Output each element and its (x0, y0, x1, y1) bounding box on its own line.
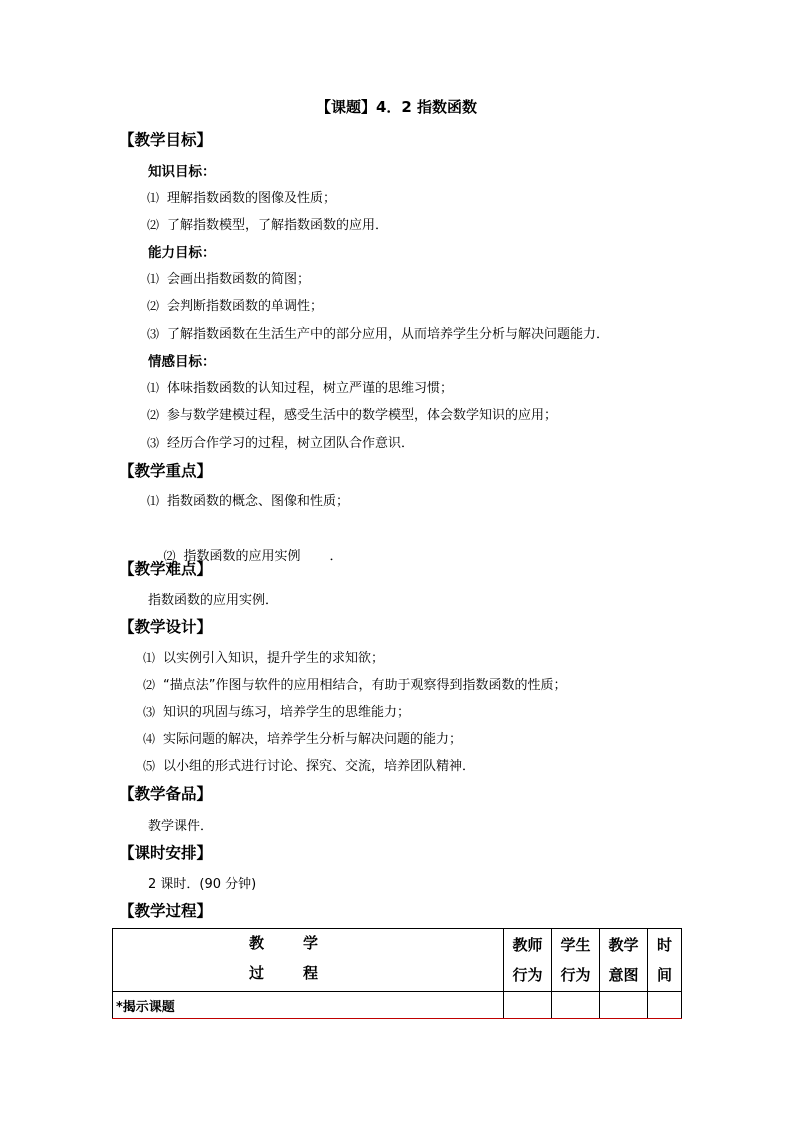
ability-goal-item (147, 295, 323, 314)
table-cell (648, 992, 682, 1019)
item-text: 知识的巩固与练习，培养学生的思维能力； (163, 705, 411, 720)
item-number: ⑵ (147, 408, 160, 422)
process-table (112, 928, 682, 1019)
item-text: 指数函数的概念、图像和性质； (167, 494, 350, 509)
item-text: 指数函数的应用实例 ． (183, 549, 343, 564)
item-number: ⑴ (147, 494, 160, 508)
key-point-item (147, 490, 349, 509)
header-line: 意图 (608, 966, 639, 984)
header-teaching-intent (600, 929, 648, 992)
item-number: ⑴ (143, 651, 156, 665)
materials-text: 教学课件． (148, 819, 214, 834)
table-row (113, 992, 682, 1019)
item-number: ⑶ (147, 436, 160, 450)
objectives-heading: 【教学目标】 (119, 131, 213, 149)
item-text: 实际问题的解决，培养学生分析与解决问题的能力； (163, 732, 463, 747)
header-line: 时 (656, 936, 672, 954)
item-text: 理解指数函数的图像及性质； (167, 191, 337, 206)
schedule-heading: 【课时安排】 (119, 844, 213, 862)
difficulties-heading: 【教学难点】 (119, 560, 213, 578)
design-item (143, 674, 566, 693)
item-text: 参与数学建模过程，感受生活中的数学模型，体会数学知识的应用； (167, 408, 558, 423)
design-item (143, 728, 462, 747)
header-line: 教师 (512, 936, 543, 954)
item-number: ⑶ (143, 705, 156, 719)
emotion-goal-item (147, 377, 453, 396)
item-text: 以小组的形式进行讨论、探究、交流，培养团队精神． (163, 759, 476, 774)
process-heading: 【教学过程】 (119, 902, 213, 920)
item-text: “描点法”作图与软件的应用相结合，有助于观察得到指数函数的性质； (163, 678, 567, 693)
header-time (648, 929, 682, 992)
emotion-goal-item (147, 404, 557, 423)
item-text: 体味指数函数的认知过程，树立严谨的思维习惯； (167, 381, 454, 396)
schedule-text: 2 课时．(90 分钟) (148, 877, 257, 892)
item-number: ⑵ (147, 218, 160, 232)
header-line: 教学 (608, 936, 639, 954)
design-item (143, 647, 384, 666)
header-char: 学 (303, 934, 319, 952)
table-cell (600, 992, 648, 1019)
header-char: 程 (303, 964, 319, 982)
item-text: 以实例引入知识，提升学生的求知欲； (163, 651, 385, 666)
item-number: ⑴ (147, 272, 160, 286)
item-number: ⑵ (163, 549, 176, 563)
item-text: 会画出指数函数的简图； (167, 272, 311, 287)
header-line: 行为 (512, 966, 543, 984)
ability-goal-item (147, 268, 310, 287)
item-number: ⑶ (147, 327, 160, 341)
ability-goals-label: 能力目标： (148, 245, 216, 261)
header-line: 学生 (560, 936, 591, 954)
item-number: ⑴ (147, 191, 160, 205)
item-text: 了解指数模型，了解指数函数的应用． (167, 218, 389, 233)
row-label-reveal-topic: *揭示课题 (113, 992, 504, 1019)
table-cell (504, 992, 552, 1019)
lesson-title: 【课题】4．2 指数函数 (315, 98, 478, 116)
design-heading: 【教学设计】 (119, 618, 213, 636)
table-header-row (113, 929, 682, 992)
item-number: ⑵ (143, 678, 156, 692)
item-text: 会判断指数函数的单调性； (167, 299, 324, 314)
ability-goal-item (147, 323, 609, 342)
difficulties-text: 指数函数的应用实例． (148, 593, 279, 608)
materials-heading: 【教学备品】 (119, 785, 213, 803)
table-cell (552, 992, 600, 1019)
knowledge-goal-item (147, 214, 388, 233)
design-item (143, 755, 475, 774)
emotion-goal-item (147, 432, 414, 451)
emotion-goals-label: 情感目标： (148, 354, 216, 370)
header-teaching-process (113, 929, 504, 992)
knowledge-goal-item (147, 187, 336, 206)
header-char: 教 (249, 934, 265, 952)
knowledge-goals-label: 知识目标： (148, 164, 216, 180)
key-points-heading: 【教学重点】 (119, 462, 213, 480)
header-teacher-behavior (504, 929, 552, 992)
item-number: ⑵ (147, 299, 160, 313)
design-item (143, 701, 410, 720)
header-line: 间 (656, 966, 672, 984)
item-number: ⑷ (143, 732, 156, 746)
item-text: 了解指数函数在生活生产中的部分应用，从而培养学生分析与解决问题能力． (167, 327, 610, 342)
header-line: 行为 (560, 966, 591, 984)
header-char: 过 (249, 964, 265, 982)
header-student-behavior (552, 929, 600, 992)
item-number: ⑸ (143, 759, 156, 773)
item-number: ⑴ (147, 381, 160, 395)
item-text: 经历合作学习的过程，树立团队合作意识． (167, 436, 415, 451)
